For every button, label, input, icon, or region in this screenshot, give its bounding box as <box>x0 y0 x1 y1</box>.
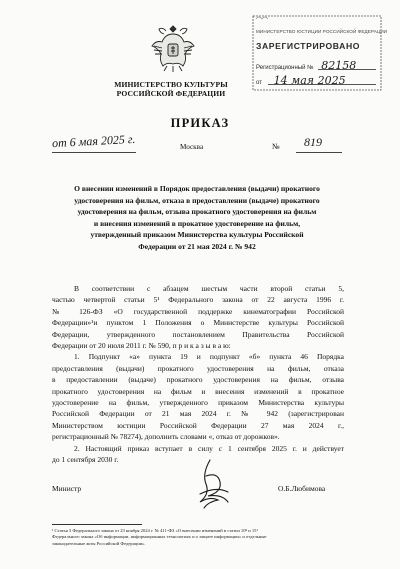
ministry-line-2: РОССИЙСКОЙ ФЕДЕРАЦИИ <box>116 89 226 98</box>
heading-line: и внесения изменений в прокатное удостоверение на фильм, <box>93 218 301 228</box>
stamp-header: МИНИСТЕРСТВО ЮСТИЦИИ РОССИЙСКОЙ ФЕДЕРАЦИИ <box>256 29 388 34</box>
document-title: ПРИКАЗ <box>170 116 230 130</box>
footnote-rule <box>52 524 142 525</box>
stamp-registered: ЗАРЕГИСТРИРОВАНО <box>256 41 361 51</box>
registration-stamp <box>252 13 388 93</box>
body-line: Российской Федерации от 21 мая 2024 г. № 942 (зарегистрирован <box>52 409 344 419</box>
stamp-reg-row <box>256 59 356 72</box>
footnote-line: законодательные акты Российской Федерации». <box>52 540 146 546</box>
paragraph-item-1 <box>52 351 344 442</box>
body-line: прокатного удостоверения на фильм и внесения изменений в прокатное <box>52 386 344 396</box>
order-date-underline <box>52 152 136 153</box>
ministry-line-1: МИНИСТЕРСТВО КУЛЬТУРЫ <box>114 80 228 89</box>
body-line: регистрационный № 78274), дополнить словами «, отказ от дорожков». <box>52 432 280 442</box>
body-line: частью четвертой статьи 5¹ Федерального закона от 22 августа 1996 г. <box>52 295 344 305</box>
order-number-underline <box>296 152 342 153</box>
footnote-line: ¹ Статья 3 Федерального закона от 23 ноября 2024 г. № 411-ФЗ «О внесении изменений в статьи 10⁸ и 15¹ <box>52 528 258 533</box>
body-line: в предоставлении (выдаче) прокатного удостоверения на фильм, отзыва <box>52 375 344 385</box>
body-line: Федерации от 20 июля 2011 г. № 590, п р и к а з ы в а ю: <box>52 341 231 351</box>
footnote-line: Федерального закона «Об информации, информационных технологиях и о защите информации» и отдельные <box>52 534 267 540</box>
stamp-reg-label: Регистрационный № <box>256 65 314 71</box>
body-line: до 1 сентября 2030 г. <box>52 455 119 465</box>
stamp-reg-underline <box>318 69 376 70</box>
handwritten-signature <box>180 456 250 514</box>
order-number-sign: № <box>272 142 280 151</box>
heading-line: О внесении изменений в Порядок предоставления (выдачи) прокатного <box>74 184 320 193</box>
body-line: 1. Подпункт «а» пункта 19 и подпункт «б» пункта 46 Порядка <box>74 352 344 362</box>
order-number: 819 <box>304 135 322 149</box>
stamp-date-underline <box>268 84 376 85</box>
heading-line: удостоверения на фильм, отзыва прокатного удостоверения на фильм <box>77 207 317 217</box>
heading-line: утвержденный приказом Министерства культуры Российской <box>90 230 304 240</box>
footnote <box>52 528 352 547</box>
order-city: Москва <box>180 143 204 151</box>
heading-line: Федерации от 21 мая 2024 г. № 942 <box>138 241 256 251</box>
stamp-date-label: от <box>256 80 262 86</box>
body-line: предоставления (выдачи) прокатного удостоверения на фильм, отказа <box>52 363 344 373</box>
body-line: Министерством юстиции Российской Федерации 27 мая 2024 г., <box>52 420 344 430</box>
heading-line: удостоверения на фильм, отказа в предоставлении (выдаче) прокатного <box>74 195 320 205</box>
paragraph-preamble <box>52 283 344 351</box>
coat-of-arms-emblem <box>150 22 196 74</box>
body-line: Федерации, утвержденного постановлением Правительства Российской <box>52 329 344 339</box>
stamp-reg-number: 82158 <box>321 59 357 72</box>
body-line: № 126-ФЗ «О государственной поддержке кинематографии Российской <box>52 306 344 316</box>
order-body <box>52 283 344 466</box>
order-date: от 6 мая 2025 г. <box>51 131 136 151</box>
body-line: Федерации»¹и пунктом 1 Положения о Министерстве культуры Российской <box>52 318 344 328</box>
signatory-role: Министр <box>52 484 82 493</box>
stamp-date-value: 14 мая 2025 <box>273 74 346 87</box>
order-heading <box>52 183 342 253</box>
body-line: удостоверение на фильм, утвержденного приказом Министерства культуры <box>52 398 344 408</box>
stamp-date-row <box>256 74 346 87</box>
body-line: В соответствии с абзацем шестым части второй статьи 5, <box>74 284 344 293</box>
body-line: 2. Настоящий приказ вступает в силу с 1 сентября 2025 г. и действует <box>74 443 344 453</box>
signatory-name: О.Б.Любимова <box>278 484 326 493</box>
ministry-name <box>98 80 244 98</box>
